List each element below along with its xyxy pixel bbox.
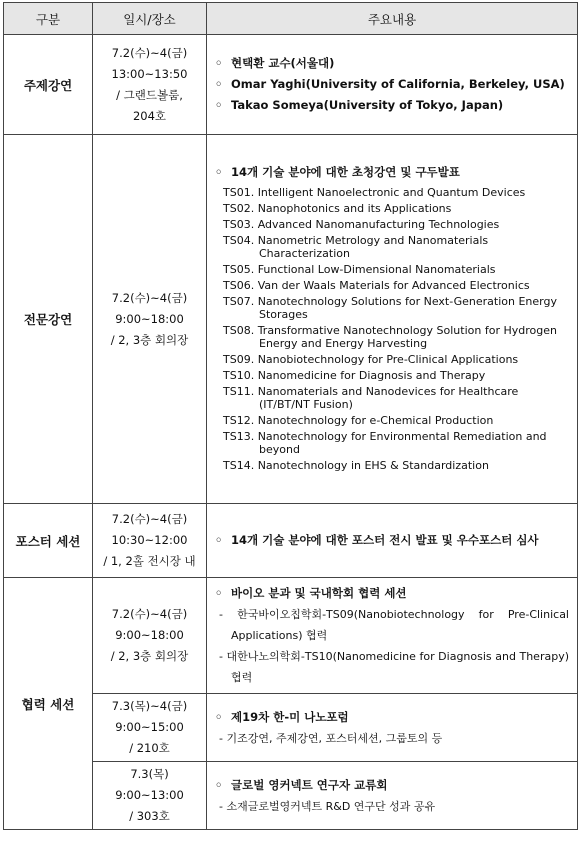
content-cell <box>207 694 578 762</box>
datetime-line: / 303호 <box>129 809 170 823</box>
category-cell: 포스터 세션 <box>4 504 93 578</box>
datetime-line: 9:00~13:00 <box>115 788 184 802</box>
sub-item: - 기조강연, 주제강연, 포스터세션, 그룹토의 등 <box>219 731 443 745</box>
track-item: TS03. Advanced Nanomanufacturing Technologies <box>223 218 500 231</box>
datetime-line: 7.2(수)~4(금) <box>111 45 188 60</box>
track-item: TS13. Nanotechnology for Environmental Remediation and beyond <box>223 430 547 456</box>
datetime-line: 13:00~13:50 <box>111 66 188 81</box>
content-cell <box>207 578 578 694</box>
datetime-line: 7.2(수)~4(금) <box>111 290 188 305</box>
section-title: ◦ 제19차 한-미 나노포럼 <box>215 707 569 728</box>
section-title: ◦ 바이오 분과 및 국내학회 협력 세션 <box>215 583 569 604</box>
table-row <box>4 135 578 504</box>
section-title: ◦ 글로벌 영커넥트 연구자 교류회 <box>215 775 569 796</box>
datetime-line: 204호 <box>132 108 167 123</box>
track-item: TS08. Transformative Nanotechnology Solution for Hydrogen Energy and Energy Harvesting <box>223 324 557 350</box>
track-list <box>215 186 569 472</box>
content-cell <box>207 762 578 830</box>
section-title: ◦ 14개 기술 분야에 대한 초청강연 및 구두발표 <box>215 162 569 183</box>
sub-item: - 한국바이오칩학회-TS09(Nanobiotechnology for Pre-Clinical Applications) 협력 <box>219 608 569 642</box>
header-datetime: 일시/장소 <box>93 3 207 35</box>
program-table <box>3 2 578 830</box>
datetime-line: / 210호 <box>129 741 170 755</box>
datetime-line: / 2, 3층 회의장 <box>110 649 189 663</box>
track-item: TS04. Nanometric Metrology and Nanomaterials Characterization <box>223 234 489 260</box>
sub-item: - 소재글로벌영커넥트 R&D 연구단 성과 공유 <box>219 799 436 813</box>
datetime-line: 9:00~15:00 <box>115 720 184 734</box>
datetime-cell <box>93 578 207 694</box>
table-row <box>4 578 578 694</box>
header-content: 주요내용 <box>207 3 578 35</box>
datetime-line: / 2, 3층 회의장 <box>110 332 189 347</box>
datetime-cell <box>93 35 207 135</box>
datetime-line: 9:00~18:00 <box>115 628 184 642</box>
speaker: ◦ 현택환 교수(서울대) <box>215 53 569 74</box>
speaker: ◦ Omar Yaghi(University of California, Berkeley, USA) <box>215 74 569 95</box>
speaker: ◦ Takao Someya(University of Tokyo, Japan) <box>215 95 569 116</box>
content-cell <box>207 504 578 578</box>
datetime-cell <box>93 762 207 830</box>
datetime-line: 7.2(수)~4(금) <box>111 607 188 621</box>
category-cell: 전문강연 <box>4 135 93 504</box>
datetime-line: / 그랜드볼룸, <box>116 87 183 102</box>
track-item: TS12. Nanotechnology for e-Chemical Production <box>223 414 494 427</box>
track-item: TS09. Nanobiotechnology for Pre-Clinical Applications <box>223 353 519 366</box>
header-category: 구분 <box>4 3 93 35</box>
track-item: TS01. Intelligent Nanoelectronic and Quantum Devices <box>223 186 526 199</box>
track-item: TS07. Nanotechnology Solutions for Next-Generation Energy Storages <box>223 295 557 321</box>
datetime-cell <box>93 504 207 578</box>
datetime-cell <box>93 135 207 504</box>
sub-list <box>215 604 569 688</box>
datetime-line: 9:00~18:00 <box>115 311 184 326</box>
track-item: TS05. Functional Low-Dimensional Nanomaterials <box>223 263 496 276</box>
track-item: TS02. Nanophotonics and its Applications <box>223 202 452 215</box>
datetime-line: 7.3(목) <box>130 767 169 781</box>
sub-list <box>215 728 569 749</box>
content-cell <box>207 35 578 135</box>
header-row <box>4 3 578 35</box>
track-item: TS14. Nanotechnology in EHS & Standardization <box>223 459 489 472</box>
table-row <box>4 35 578 135</box>
track-item: TS10. Nanomedicine for Diagnosis and Therapy <box>223 369 486 382</box>
category-cell: 협력 세션 <box>4 578 93 830</box>
sub-item: - 대한나노의학회-TS10(Nanomedicine for Diagnosis and Therapy) 협력 <box>219 650 569 684</box>
category-cell: 주제강연 <box>4 35 93 135</box>
content-cell <box>207 135 578 504</box>
table-row <box>4 504 578 578</box>
datetime-cell <box>93 694 207 762</box>
datetime-line: 7.3(목)~4(금) <box>111 699 188 713</box>
datetime-line: 10:30~12:00 <box>111 533 188 547</box>
sub-list <box>215 796 569 817</box>
datetime-line: / 1, 2홀 전시장 내 <box>103 554 196 568</box>
track-item: TS06. Van der Waals Materials for Advanced Electronics <box>223 279 530 292</box>
datetime-line: 7.2(수)~4(금) <box>111 512 188 526</box>
section-title: ◦ 14개 기술 분야에 대한 포스터 전시 발표 및 우수포스터 심사 <box>215 530 569 551</box>
track-item: TS11. Nanomaterials and Nanodevices for Healthcare (IT/BT/NT Fusion) <box>223 385 519 411</box>
